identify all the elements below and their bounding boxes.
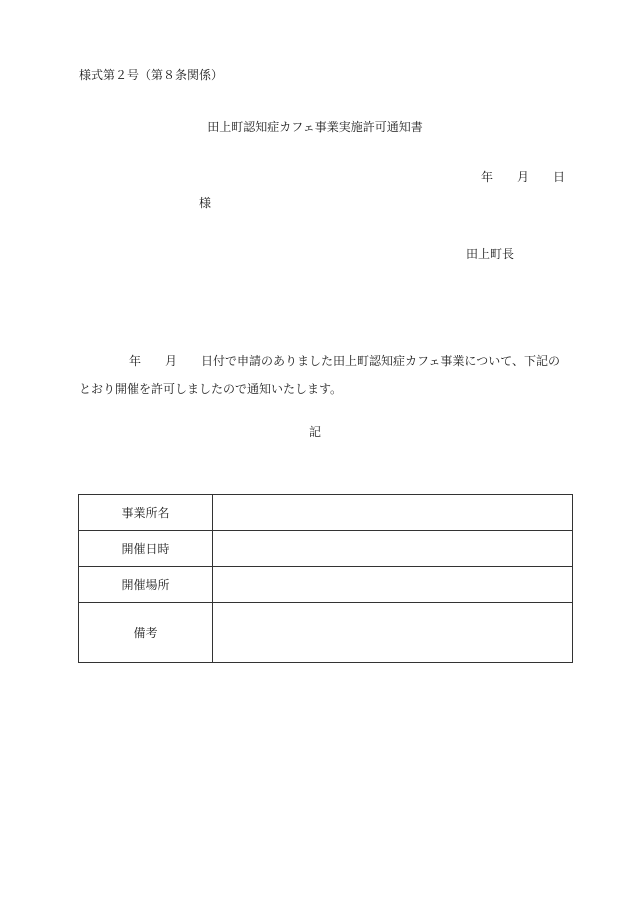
table-row <box>79 567 573 603</box>
body-month: 月 <box>165 354 178 368</box>
row-value-remarks[interactable] <box>213 603 573 663</box>
document-title: 田上町認知症カフェ事業実施許可通知書 <box>207 120 423 134</box>
date-day: 日 <box>553 170 566 184</box>
body-line-1 <box>79 347 574 375</box>
body-line-2: とおり開催を許可しましたので通知いたします。 <box>79 382 343 396</box>
row-label-venue: 開催場所 <box>79 567 213 603</box>
ki-label: 記 <box>308 425 321 439</box>
row-label-datetime: 開催日時 <box>79 531 213 567</box>
date-year: 年 <box>481 170 494 184</box>
table-row <box>79 495 573 531</box>
body-text <box>79 347 574 403</box>
recipient-suffix: 様 <box>199 196 212 210</box>
row-label-office: 事業所名 <box>79 495 213 531</box>
issuer: 田上町長 <box>466 247 515 261</box>
date-line <box>481 170 565 184</box>
date-month: 月 <box>517 170 530 184</box>
row-label-remarks: 備考 <box>79 603 213 663</box>
body-year: 年 <box>129 354 142 368</box>
details-table <box>78 494 573 663</box>
row-value-venue[interactable] <box>213 567 573 603</box>
row-value-office[interactable] <box>213 495 573 531</box>
form-number: 様式第２号（第８条関係） <box>79 68 224 82</box>
body-line-1-rest: 日付で申請のありました田上町認知症カフェ事業について、下記の <box>201 354 560 368</box>
table-row <box>79 531 573 567</box>
row-value-datetime[interactable] <box>213 531 573 567</box>
table-row <box>79 603 573 663</box>
